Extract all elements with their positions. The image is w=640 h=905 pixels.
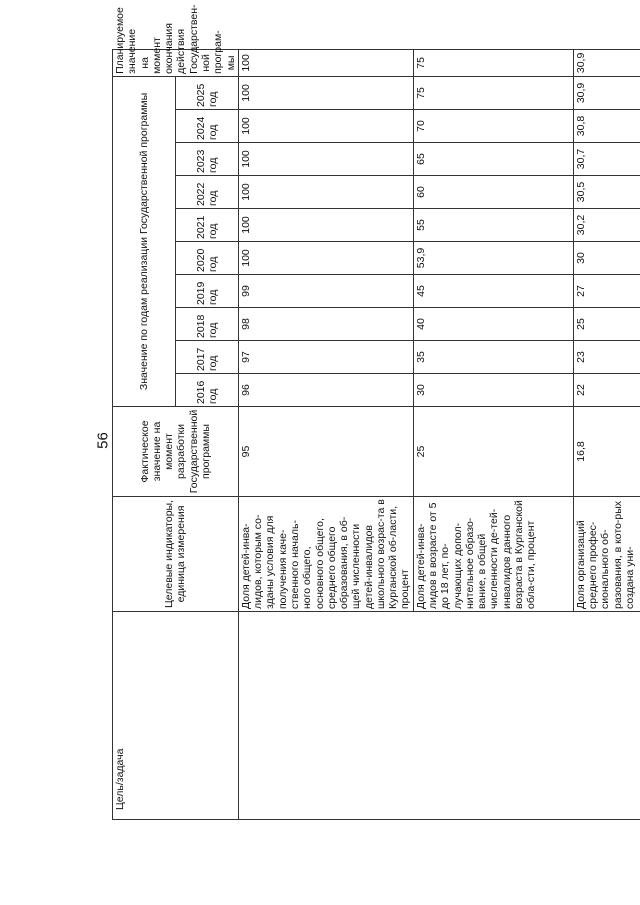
year-value: 100 [238, 242, 413, 275]
year-value: 40 [413, 308, 573, 341]
year-value: 60 [413, 176, 573, 209]
year-value: 30,9 [573, 76, 640, 109]
year-header: 2023 год [175, 143, 238, 176]
year-header: 2020 год [175, 242, 238, 275]
year-value: 30 [573, 242, 640, 275]
year-header: 2017 год [175, 341, 238, 374]
planned-value: 75 [413, 49, 573, 76]
year-header: 2025 год [175, 76, 238, 109]
fact-header: Фактическое значение на момент разработки Государственной программы [113, 407, 239, 497]
year-value: 97 [238, 341, 413, 374]
planned-value: 100 [238, 49, 413, 76]
year-value: 23 [573, 341, 640, 374]
year-header: 2018 год [175, 308, 238, 341]
year-value: 100 [238, 143, 413, 176]
rotated-table-wrapper [112, 4, 636, 820]
year-value: 30,2 [573, 209, 640, 242]
planned-header: Планируемое значение на момент окончания действия Государствен-ной програм-мы [113, 49, 239, 76]
indicator-cell: Доля организаций среднего профес-сионального об-разования, в кото-рых создана уни- [573, 497, 640, 612]
year-value: 70 [413, 110, 573, 143]
year-value: 25 [573, 308, 640, 341]
year-value: 30,8 [573, 110, 640, 143]
year-value: 99 [238, 275, 413, 308]
goal-cell [238, 612, 640, 820]
year-value: 100 [238, 176, 413, 209]
year-value: 98 [238, 308, 413, 341]
year-value: 35 [413, 341, 573, 374]
year-header: 2022 год [175, 176, 238, 209]
year-value: 100 [238, 209, 413, 242]
year-value: 100 [238, 76, 413, 109]
year-header: 2016 год [175, 374, 238, 407]
year-value: 55 [413, 209, 573, 242]
page-number: 56 [94, 432, 112, 449]
year-value: 30,5 [573, 176, 640, 209]
year-value: 30,7 [573, 143, 640, 176]
indicator-cell: Доля детей-инва-лидов, которым со-зданы условия для получения каче-ственного началь-ного общего, основного общего, среднего общего образования, в об-щей численности детей-инвалидов школьного возрас-та в Курганской об-ласти, процент [238, 497, 413, 612]
planned-value: 30,9 [573, 49, 640, 76]
indicator-header: Целевые индикаторы, единица измерения [113, 497, 239, 612]
years-group-header: Значение по годам реализации Государственной программы [113, 76, 176, 406]
year-value: 27 [573, 275, 640, 308]
fact-value: 16,8 [573, 407, 640, 497]
year-value: 53,9 [413, 242, 573, 275]
fact-value: 25 [413, 407, 573, 497]
year-header: 2021 год [175, 209, 238, 242]
indicator-table [112, 4, 640, 820]
year-value: 96 [238, 374, 413, 407]
table-row [238, 49, 413, 819]
indicator-cell: Доля детей-инва-лидов в возрасте от 5 до 18 лет, по-лучающих допол-нительное образо-вание, в общей численности де-тей-инвалидов данного возраста в Курганской обла-сти, процент [413, 497, 573, 612]
year-value: 30 [413, 374, 573, 407]
fact-value: 95 [238, 407, 413, 497]
year-value: 22 [573, 374, 640, 407]
goal-header: Цель/задача [113, 612, 239, 820]
year-value: 75 [413, 76, 573, 109]
year-value: 45 [413, 275, 573, 308]
year-value: 65 [413, 143, 573, 176]
year-header: 2024 год [175, 110, 238, 143]
year-value: 100 [238, 110, 413, 143]
year-header: 2019 год [175, 275, 238, 308]
